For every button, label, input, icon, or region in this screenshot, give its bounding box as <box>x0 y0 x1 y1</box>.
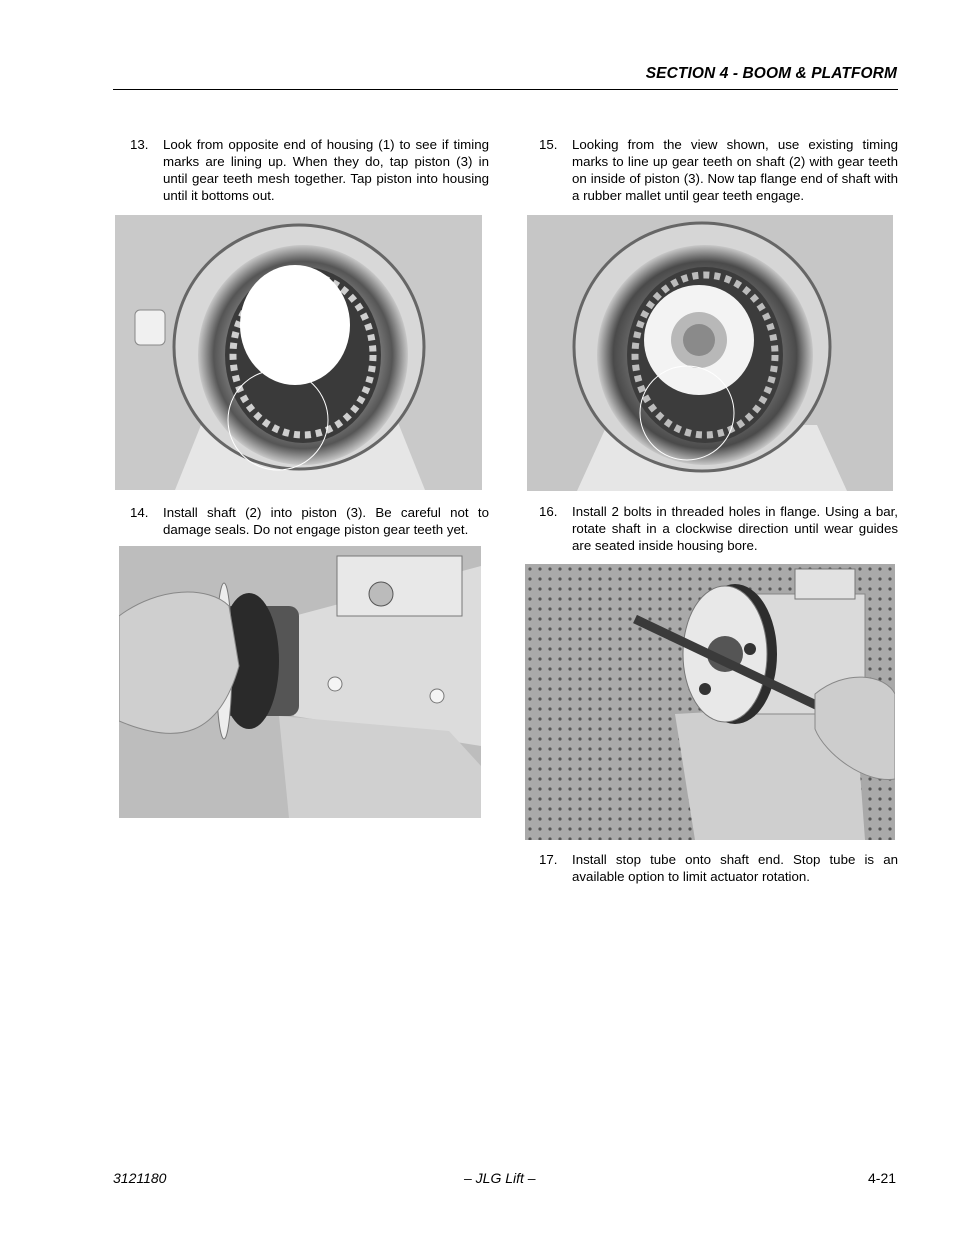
step-number: 15. <box>539 137 558 152</box>
step-text: Look from opposite end of housing (1) to see if timing marks are lining up. When they do, tap piston (3) in until gear teeth mesh together. Tap piston into housing until it bottoms out. <box>163 137 489 203</box>
step-text: Looking from the view shown, use existing timing marks to line up gear teeth on shaft (2) with gear teeth on inside of piston (3). Now tap flange end of shaft with a rubber mallet until gear teeth engage. <box>572 137 898 203</box>
footer-center: – JLG Lift – <box>464 1170 536 1186</box>
step-text: Install stop tube onto shaft end. Stop tube is an available option to limit actuator rotation. <box>572 852 898 884</box>
step-16 <box>539 503 898 555</box>
step-number: 14. <box>130 505 149 520</box>
page-number: 4-21 <box>868 1170 897 1186</box>
photo-rotate-shaft-bar <box>525 564 895 840</box>
step-number: 17. <box>539 852 558 867</box>
step-text: Install shaft (2) into piston (3). Be careful not to damage seals. Do not engage piston gear teeth yet. <box>163 505 489 537</box>
step-text: Install 2 bolts in threaded holes in flange. Using a bar, rotate shaft in a clockwise direction until wear guides are seated inside housing bore. <box>572 504 898 553</box>
photo-install-shaft <box>119 546 481 818</box>
photo-housing-timing-marks <box>115 215 482 490</box>
photo-shaft-gear-engage <box>527 215 893 491</box>
step-number: 16. <box>539 504 558 519</box>
header-rule <box>113 89 898 90</box>
step-17 <box>539 851 898 887</box>
step-14 <box>130 504 489 540</box>
step-13 <box>130 136 489 206</box>
step-number: 13. <box>130 137 149 152</box>
step-15 <box>539 136 898 206</box>
section-title: SECTION 4 - BOOM & PLATFORM <box>645 65 897 82</box>
doc-number: 3121180 <box>113 1170 167 1186</box>
